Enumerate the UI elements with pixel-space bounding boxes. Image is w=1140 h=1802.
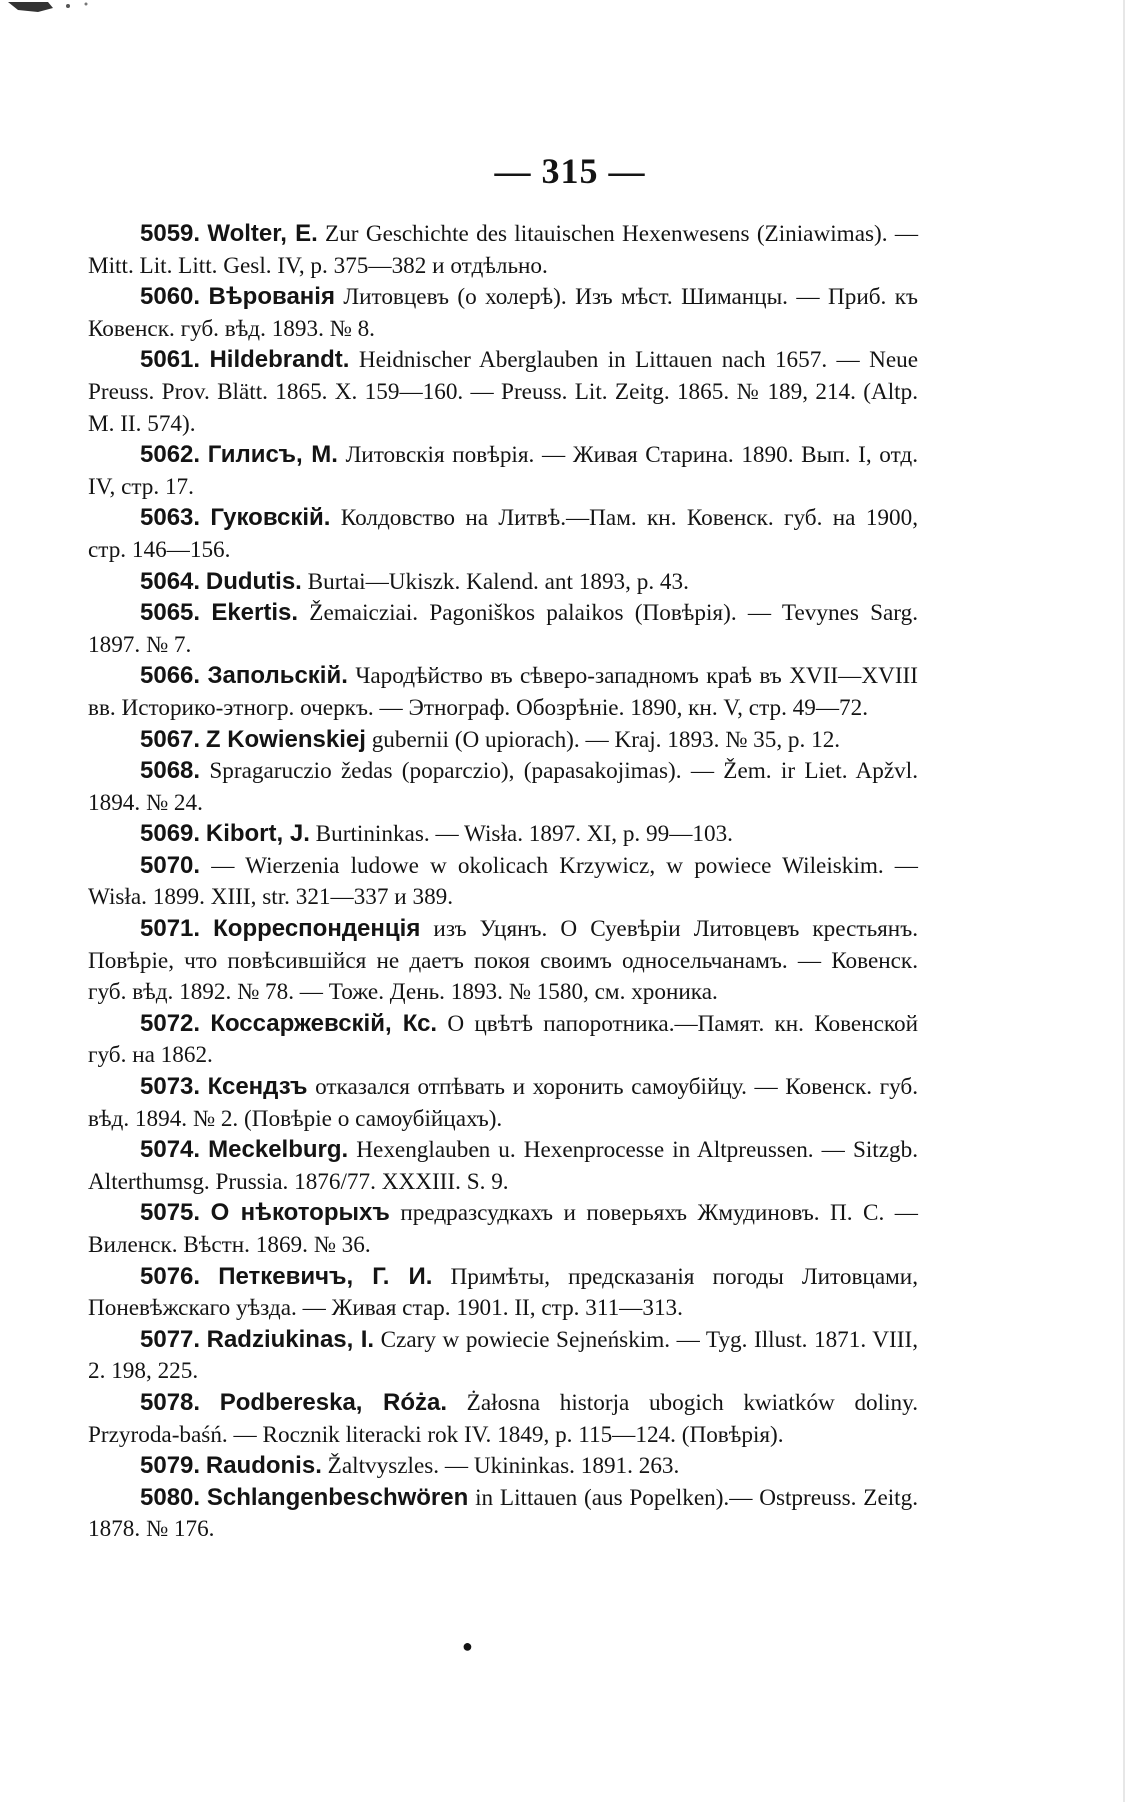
list-item — [88, 218, 918, 282]
list-item — [88, 660, 918, 724]
entry-text: Литовцевъ (о холерѣ). Изъ мѣст. Шиманцы. — Приб. къ Ковенск. губ. вѣд. 1893. № 8. — [88, 284, 918, 342]
entry-text: Hexenglauben u. Hexenprocesse in Altpreussen. — Sitzgb. Alterthumsg. Prussia. 1876/77. XXXIII. S. 9. — [88, 1137, 919, 1195]
entry-number: 5080. — [140, 1483, 201, 1511]
entry-number: 5063. — [140, 504, 201, 532]
entry-number: 5075. — [140, 1199, 201, 1227]
list-item — [88, 850, 918, 914]
entry-number: 5067. — [140, 725, 201, 753]
entry-heading: Dudutis. — [205, 567, 302, 595]
list-item — [88, 281, 918, 345]
entry-text: Heidnischer Aberglauben in Littauen nach 1657. — Neue Preuss. Prov. Blätt. 1865. X. 159—160. — Preuss. Lit. Zeitg. 1865. № 189, 214. (Altp. M. II. 574). — [88, 347, 919, 437]
entry-text: Примѣты, предсказанія погоды Литовцами, Поневѣжскаго уѣзда. — Живая стар. 1901. II, стр. 311—313. — [88, 1263, 919, 1322]
entry-number: 5077. — [140, 1325, 201, 1353]
entry-text: Burtai—Ukiszk. Kalend. ant 1893, p. 43. — [301, 568, 689, 595]
entry-number: 5060. — [140, 283, 201, 311]
entry-heading: Meckelburg. — [208, 1136, 349, 1164]
page-number: — 315 — — [494, 151, 646, 191]
entry-heading: Коссаржевскій, Кс. — [210, 1009, 438, 1037]
list-item — [88, 502, 918, 566]
entry-text: Žaltvyszles. — Ukininkas. 1891. 263. — [321, 1453, 680, 1480]
entry-text: Колдовство на Литвѣ.—Пам. кн. Ковенск. губ. на 1900, стр. 146—156. — [88, 505, 918, 563]
entry-number: 5066. — [140, 662, 201, 690]
entry-heading: Podbereska, Róża. — [219, 1388, 448, 1416]
entry-number: 5074. — [140, 1136, 201, 1164]
entry-heading: Петкевичъ, Г. И. — [218, 1262, 433, 1290]
entry-heading: Гилисъ, М. — [207, 441, 338, 469]
list-item — [88, 344, 918, 440]
entry-text: Spragaruczio žedas (poparczio), (papasakojimas). — Žem. ir Liet. Apžvl. 1894. № 24. — [88, 758, 918, 816]
entry-text: Чародѣйство въ сѣверо-западномъ краѣ въ XVII—XVIII вв. Историко-этногр. очеркъ. — Этнограф. Обозрѣніе. 1890, кн. V, стр. 49—72. — [88, 663, 918, 721]
entry-text: Žemaicziai. Pagoniškos palaikos (Повѣрія). — Tevynes Sarg. 1897. № 7. — [88, 600, 918, 658]
entry-text: Żałosna historja ubogich kwiatków doliny. Przyroda-baśń. — Rocznik literacki rok IV. 1849, p. 115—124. (Повѣрія). — [88, 1389, 918, 1448]
entry-text: Zur Geschichte des litauischen Hexenwesens (Ziniawimas). — Mitt. Lit. Litt. Gesl. IV, p. 375—382 и отдѣльно. — [88, 221, 919, 279]
entry-heading: Ксендзъ — [207, 1073, 308, 1101]
entry-text: Burtininkas. — Wisła. 1897. XI, p. 99—103. — [309, 821, 733, 848]
entry-number: 5068. — [140, 757, 201, 785]
entry-text: — Wierzenia ludowe w okolicach Krzywicz, w powiece Wileiskim. — Wisła. 1899. XIII, str. 321—337 и 389. — [88, 852, 918, 911]
list-item — [88, 755, 918, 819]
entry-heading: Вѣрованія — [208, 283, 335, 311]
entry-text: изъ Уцянъ. О Суевѣріи Литовцевъ крестьянъ. Повѣріе, что повѣсившійся не даетъ покоя своимъ односельчанамъ. — Ковенск. губ. вѣд. 1892. № 78. — Тоже. День. 1893. № 1580, см. хроника. — [88, 916, 918, 1006]
entry-number: 5071. — [140, 915, 201, 943]
list-item — [88, 724, 918, 757]
entry-number: 5064. — [140, 567, 201, 595]
entry-number: 5076. — [140, 1262, 201, 1290]
list-item — [88, 1134, 918, 1198]
entry-heading: Schlangenbeschwören — [206, 1483, 469, 1511]
entry-heading: О нѣкоторыхъ — [210, 1199, 390, 1227]
entry-heading: Запольскій. — [207, 662, 348, 690]
entry-text: in Littauen (aus Popelken).— Ostpreuss. Zeitg. 1878. № 176. — [88, 1484, 919, 1543]
list-item — [88, 439, 918, 503]
footer-mark: ● — [462, 1636, 473, 1656]
entry-number: 5078. — [140, 1388, 201, 1416]
entry-heading: Гуковскій. — [210, 504, 331, 532]
entry-heading: Raudonis. — [205, 1452, 322, 1480]
list-item — [88, 1261, 918, 1325]
entry-number: 5079. — [140, 1452, 201, 1480]
entry-heading: Kibort, J. — [205, 820, 310, 848]
entry-text: gubernii (O upiorach). — Kraj. 1893. № 35, p. 12. — [365, 726, 841, 753]
entry-number: 5065. — [140, 599, 201, 627]
entry-number: 5062. — [140, 441, 201, 469]
scan-artifact-edge — [1114, 0, 1132, 1802]
list-item — [88, 1482, 918, 1546]
list-item — [88, 1450, 918, 1483]
entry-number: 5069. — [140, 820, 201, 848]
entry-number: 5059. — [140, 220, 201, 247]
entry-heading: Ekertis. — [211, 599, 299, 627]
list-item — [88, 566, 918, 599]
entry-number: 5070. — [140, 851, 201, 879]
entry-heading: Wolter, E. — [207, 220, 318, 247]
list-item — [88, 597, 918, 661]
entry-text: Czary w powiecie Sejneńskim. — Tyg. Illust. 1871. VIII, 2. 198, 225. — [88, 1326, 918, 1385]
entry-heading: Z Kowienskiej — [205, 725, 366, 753]
entry-heading: Корреспонденція — [213, 915, 421, 943]
list-item — [88, 1197, 918, 1261]
list-item — [88, 1324, 918, 1388]
list-item — [88, 1071, 918, 1135]
entry-text: предразсудкахъ и поверьяхъ Жмудиновъ. П. С. — Виленск. Вѣстн. 1869. № 36. — [88, 1200, 918, 1258]
entry-number: 5072. — [140, 1009, 201, 1037]
list-item — [88, 1387, 918, 1451]
entry-text: О цвѣтѣ папоротника.—Памят. кн. Ковенской губ. на 1862. — [88, 1010, 919, 1069]
entry-text: Литовскія повѣрія. — Живая Старина. 1890. Вып. I, отд. IV, стр. 17. — [88, 442, 918, 500]
bibliography-list — [88, 218, 918, 1545]
list-item — [88, 1008, 918, 1072]
entry-number: 5073. — [140, 1073, 201, 1101]
list-item — [88, 913, 918, 1009]
scan-artifact-top — [8, 0, 128, 20]
entry-heading: Hildebrandt. — [209, 346, 350, 374]
entry-number: 5061. — [140, 346, 201, 374]
entry-heading: Radziukinas, I. — [206, 1325, 375, 1353]
entry-text: отказался отпѣвать и хоронить самоубійцу. — Ковенск. губ. вѣд. 1894. № 2. (Повѣріе о самоубійцахъ). — [88, 1074, 918, 1132]
list-item — [88, 818, 918, 851]
